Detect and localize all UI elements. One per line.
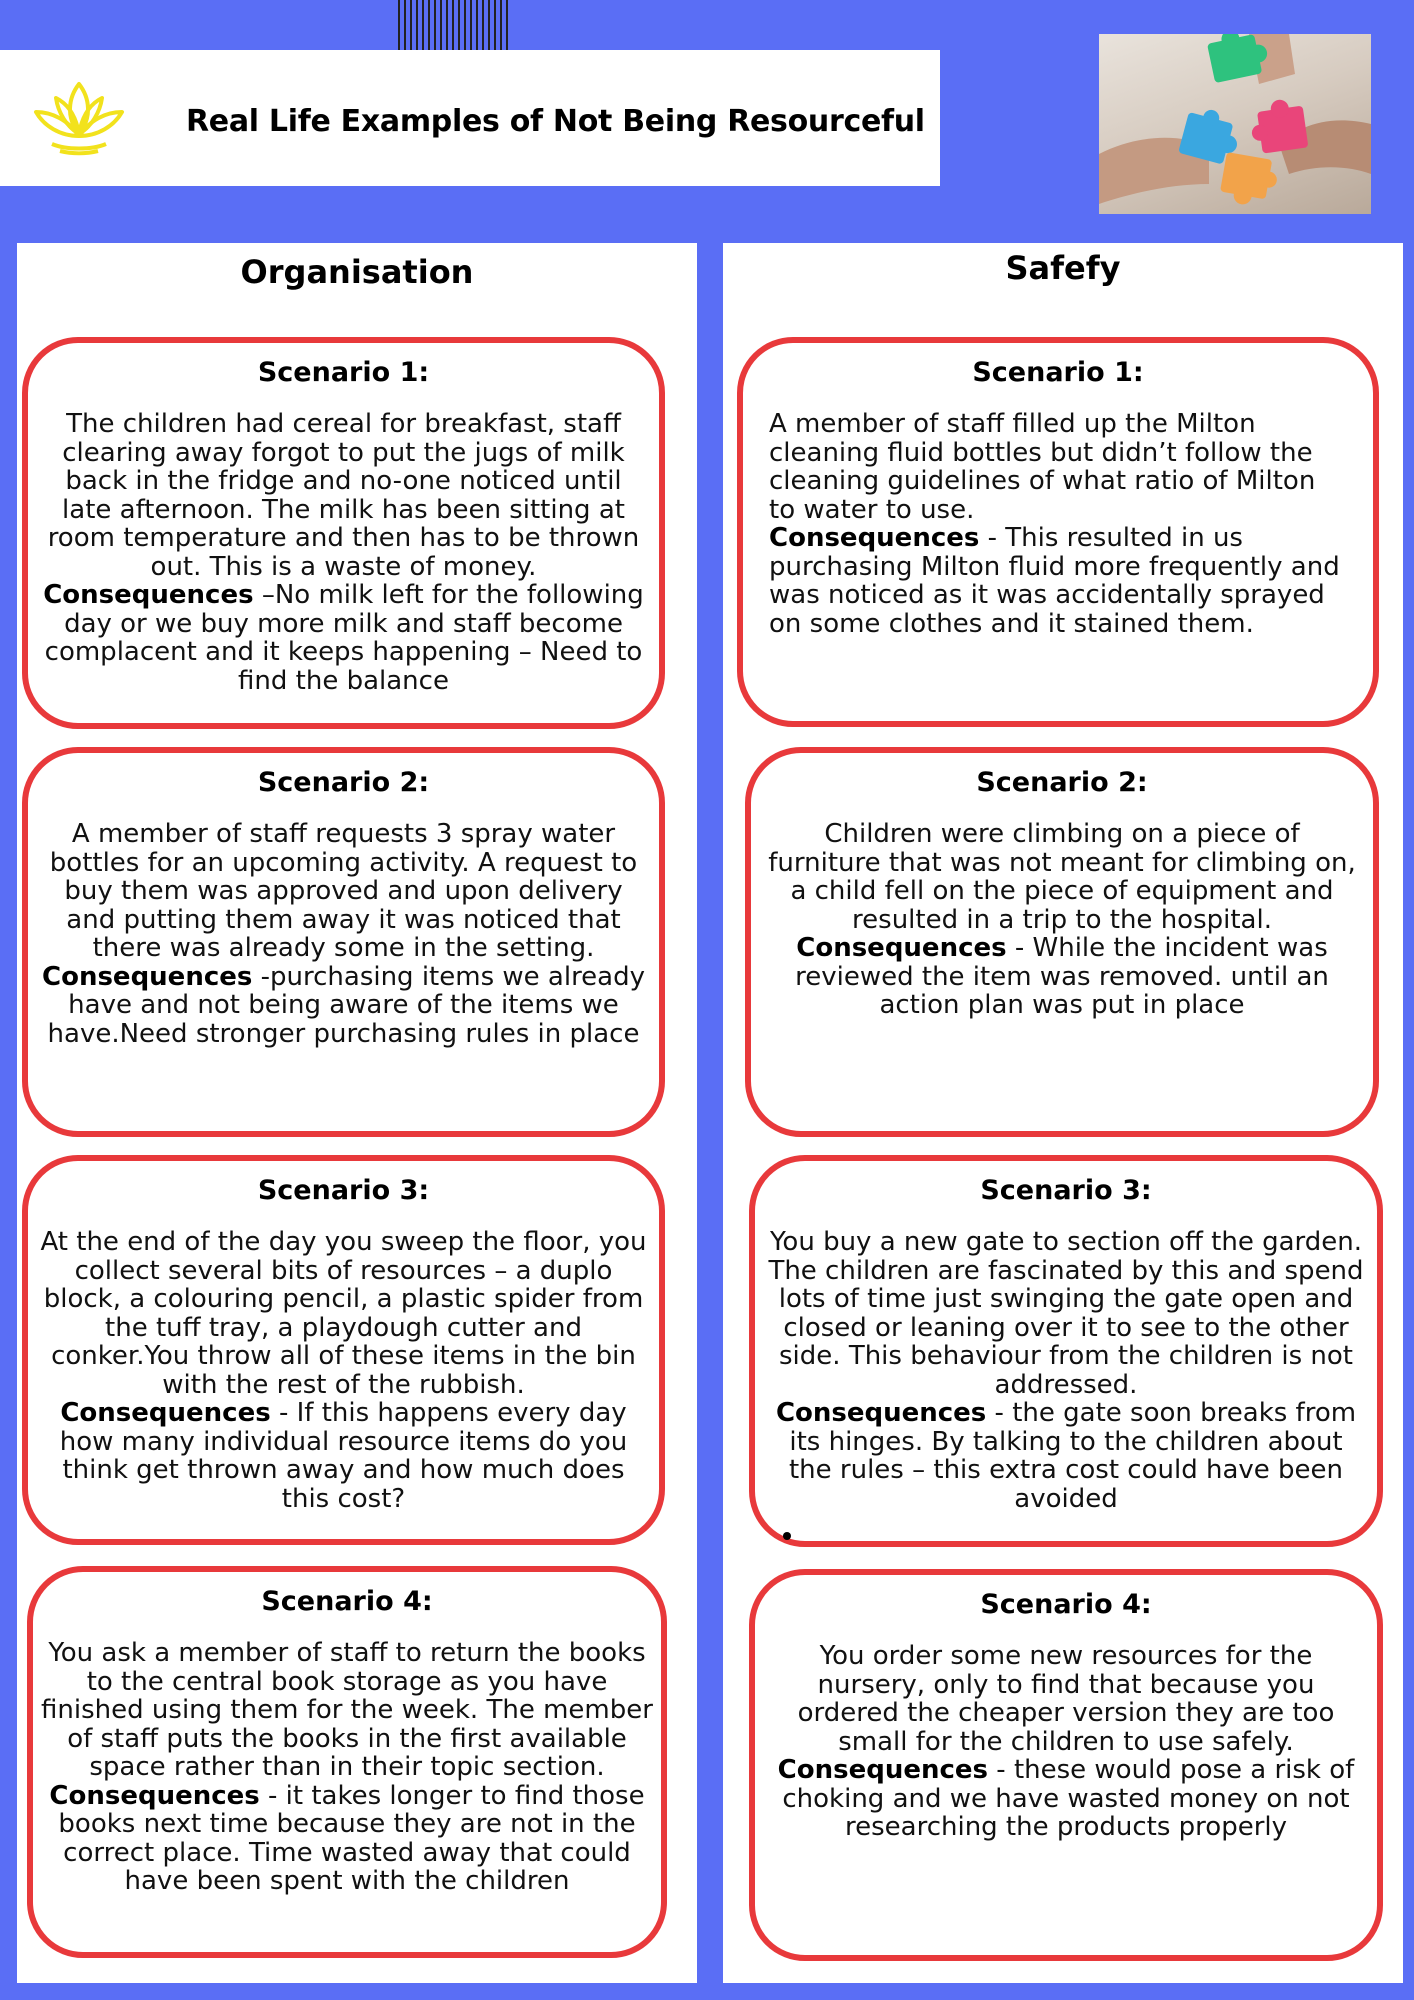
scenario-text: A member of staff requests 3 spray water bottles for an upcoming activity. A request to buy them was approved and upon delivery and putting them away it was noticed that there was already some in the setting. Consequences -purchasing items we already have and not being aware of the items we have.Need stronger purchasing rules in place bbox=[42, 819, 645, 1049]
scenario-label: Scenario 3: bbox=[257, 1175, 430, 1206]
lotus-icon bbox=[30, 78, 128, 156]
bullet-dot bbox=[783, 1532, 791, 1540]
scenario-text: A member of staff filled up the Milton cleaning fluid bottles but didn’t follow the cleaning guidelines of what ratio of Milton to water to use. Consequences - This resulted in us purchasing Milton fluid more frequently and was noticed as it was accidentally sprayed on some clothes and it stained them. bbox=[769, 409, 1340, 639]
puzzle-pieces-hands-photo bbox=[1099, 34, 1371, 214]
scenario-text: At the end of the day you sweep the floor, you collect several bits of resources – a duplo block, a colouring pencil, a plastic spider from the tuff tray, a playdough cutter and conker.You throw all of these items in the bin with the rest of the rubbish. Consequences - If this happens every day how many individual resource items do you think get thrown away and how much does this cost? bbox=[40, 1227, 647, 1514]
safety-scenario-4-card bbox=[749, 1569, 1383, 1961]
safety-scenario-3-card bbox=[749, 1155, 1383, 1547]
organisation-scenario-2-card bbox=[22, 747, 665, 1137]
scenario-text: You buy a new gate to section off the garden. The children are fascinated by this and spend lots of time just swinging the gate open and closed or leaning over it to see to the other side. This behaviour from the children is not addressed. Consequences - the gate soon breaks from its hinges. By talking to the children about the rules – this extra cost could have been avoided bbox=[768, 1227, 1364, 1514]
organisation-scenario-4-card bbox=[27, 1566, 667, 1958]
page-title: Real Life Examples of Not Being Resourceful bbox=[186, 104, 925, 139]
organisation-scenario-1-card bbox=[22, 337, 665, 729]
scenario-text: The children had cereal for breakfast, staff clearing away forgot to put the jugs of milk back in the fridge and no-one noticed until late afternoon. The milk has been sitting at room temperature and then has to be thrown out. This is a waste of money. Consequences –No milk left for the following day or we buy more milk and staff become complacent and it keeps happening – Need to find the balance bbox=[43, 409, 644, 696]
scenario-label: Scenario 4: bbox=[261, 1586, 433, 1617]
puzzle-image bbox=[1099, 34, 1371, 214]
organisation-panel bbox=[17, 243, 697, 1983]
scenario-label: Scenario 2: bbox=[257, 767, 430, 798]
scenario-label: Scenario 4: bbox=[980, 1589, 1152, 1620]
scenario-text: You ask a member of staff to return the books to the central book storage as you have finished using them for the week. The member of staff puts the books in the first available space rather than in their topic section. Consequences - it takes longer to find those books next time because they are not in the correct place. Time wasted away that could have been spent with the children bbox=[41, 1638, 653, 1896]
scenario-label: Scenario 1: bbox=[972, 357, 1144, 388]
scenario-label: Scenario 2: bbox=[976, 767, 1148, 798]
scenario-text: You order some new resources for the nursery, only to find that because you ordered the cheaper version they are too small for the children to use safely. Consequences - these would pose a risk of choking and we have wasted money on not researching the products properly bbox=[777, 1641, 1355, 1842]
safety-scenario-1-card bbox=[737, 337, 1379, 727]
safety-heading: Safefy bbox=[1005, 249, 1121, 287]
scenario-label: Scenario 3: bbox=[980, 1175, 1152, 1206]
organisation-scenario-3-card bbox=[22, 1155, 665, 1545]
organisation-heading: Organisation bbox=[240, 253, 474, 291]
scenario-label: Scenario 1: bbox=[257, 357, 430, 388]
safety-panel bbox=[723, 243, 1403, 1983]
safety-scenario-2-card bbox=[745, 747, 1379, 1137]
scenario-text: Children were climbing on a piece of furniture that was not meant for climbing on, a child fell on the piece of equipment and resulted in a trip to the hospital. Consequences - While the incident was reviewed the item was removed. until an action plan was put in place bbox=[768, 819, 1356, 1020]
